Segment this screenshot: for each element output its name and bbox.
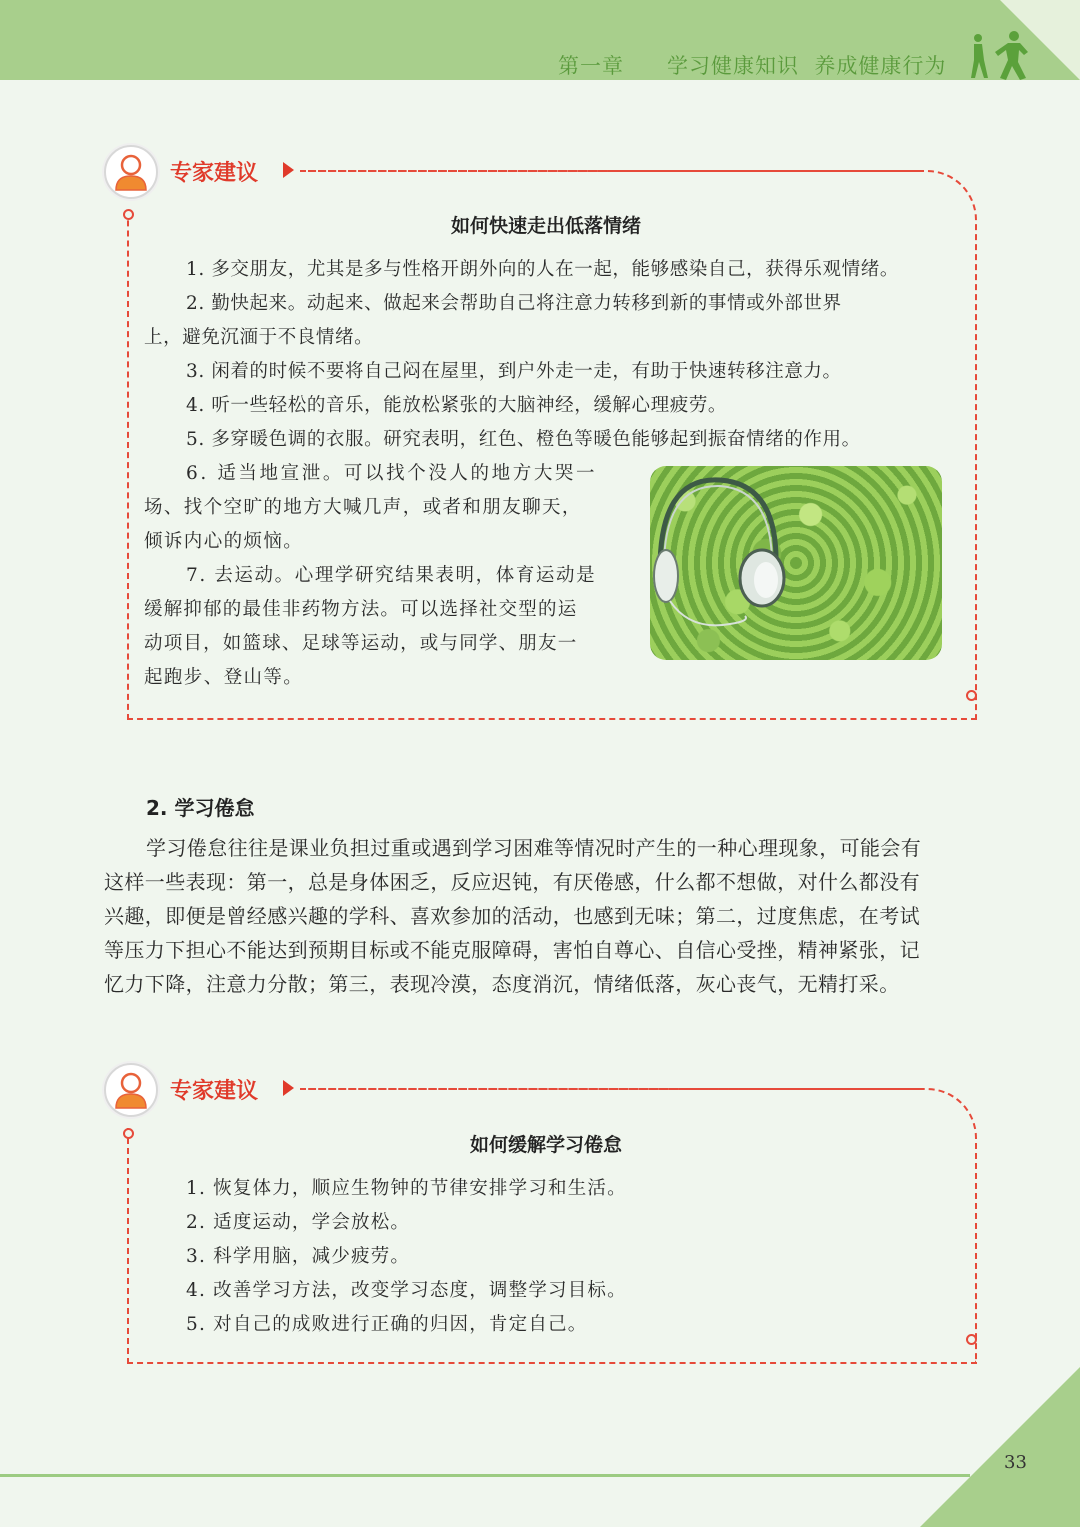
page-number: 33 (1004, 1452, 1027, 1473)
frame-ring-icon (123, 209, 134, 220)
advice-item: 2. 适度运动，学会放松。 (186, 1212, 411, 1233)
arrow-right-icon (283, 162, 294, 178)
advice-item: 动项目，如篮球、足球等运动，或与同学、朋友一 (144, 633, 578, 654)
body-paragraph-line: 兴趣，即便是曾经感兴趣的学科、喜欢参加的活动，也感到无味；第二，过度焦虑，在考试 (104, 904, 920, 928)
expert-avatar-icon (104, 1063, 158, 1117)
advice-item: 4. 听一些轻松的音乐，能放松紧张的大脑神经，缓解心理疲劳。 (186, 395, 728, 416)
advice-item: 5. 多穿暖色调的衣服。研究表明，红色、橙色等暖色能够起到振奋情绪的作用。 (186, 429, 861, 450)
advice-item: 5. 对自己的成败进行正确的归因，肯定自己。 (186, 1314, 588, 1335)
frame-ring-icon (966, 690, 977, 701)
advice-label: 专家建议 (170, 161, 259, 186)
advice-item: 1. 恢复体力，顺应生物钟的节律安排学习和生活。 (186, 1178, 627, 1199)
advice-item: 场、找个空旷的地方大喊几声，或者和朋友聊天， (144, 497, 582, 518)
advice-item: 上，避免沉湎于不良情绪。 (144, 327, 374, 348)
frame-ring-icon (966, 1334, 977, 1345)
headphones-on-clover-photo (650, 466, 942, 660)
advice-item: 7. 去运动。心理学研究结果表明，体育运动是 (186, 565, 597, 586)
body-paragraph-line: 学习倦怠往往是课业负担过重或遇到学习困难等情况时产生的一种心理现象，可能会有 (146, 836, 922, 860)
advice-item: 2. 勤快起来。动起来、做起来会帮助自己将注意力转移到新的事情或外部世界 (186, 293, 842, 314)
body-paragraph-line: 这样一些表现：第一，总是身体困乏，反应迟钝，有厌倦感，什么都不想做，对什么都没有 (104, 870, 920, 894)
advice-item: 3. 闲着的时候不要将自己闷在屋里，到户外走一走，有助于快速转移注意力。 (186, 361, 842, 382)
advice-item: 起跑步、登山等。 (144, 667, 304, 688)
frame-ring-icon (123, 1128, 134, 1139)
chapter-label: 第一章 (558, 54, 624, 78)
arrow-right-icon (283, 1080, 294, 1096)
advice-item: 6. 适当地宣泄。可以找个没人的地方大哭一 (186, 463, 598, 484)
expert-avatar-icon (104, 145, 158, 199)
corner-decoration (920, 1367, 1080, 1527)
chapter-title: 学习健康知识 养成健康行为 (667, 54, 947, 78)
advice-heading: 如何缓解学习倦怠 (469, 1134, 622, 1156)
advice-item: 倾诉内心的烦恼。 (144, 531, 304, 552)
advice-label: 专家建议 (170, 1079, 259, 1104)
advice-item: 缓解抑郁的最佳非药物方法。可以选择社交型的运 (144, 599, 578, 620)
body-paragraph-line: 忆力下降，注意力分散；第三，表现冷漠，态度消沉，情绪低落，灰心丧气，无精打采。 (104, 972, 900, 996)
section-title: 2. 学习倦怠 (146, 796, 255, 820)
runner-icon (962, 30, 1042, 82)
footer-rule (0, 1474, 970, 1477)
advice-heading: 如何快速走出低落情绪 (450, 215, 641, 237)
advice-item: 3. 科学用脑，减少疲劳。 (186, 1246, 411, 1267)
advice-item: 1. 多交朋友，尤其是多与性格开朗外向的人在一起，能够感染自己，获得乐观情绪。 (186, 259, 899, 280)
advice-item: 4. 改善学习方法，改变学习态度，调整学习目标。 (186, 1280, 627, 1301)
body-paragraph-line: 等压力下担心不能达到预期目标或不能克服障碍，害怕自尊心、自信心受挫，精神紧张，记 (104, 938, 920, 962)
